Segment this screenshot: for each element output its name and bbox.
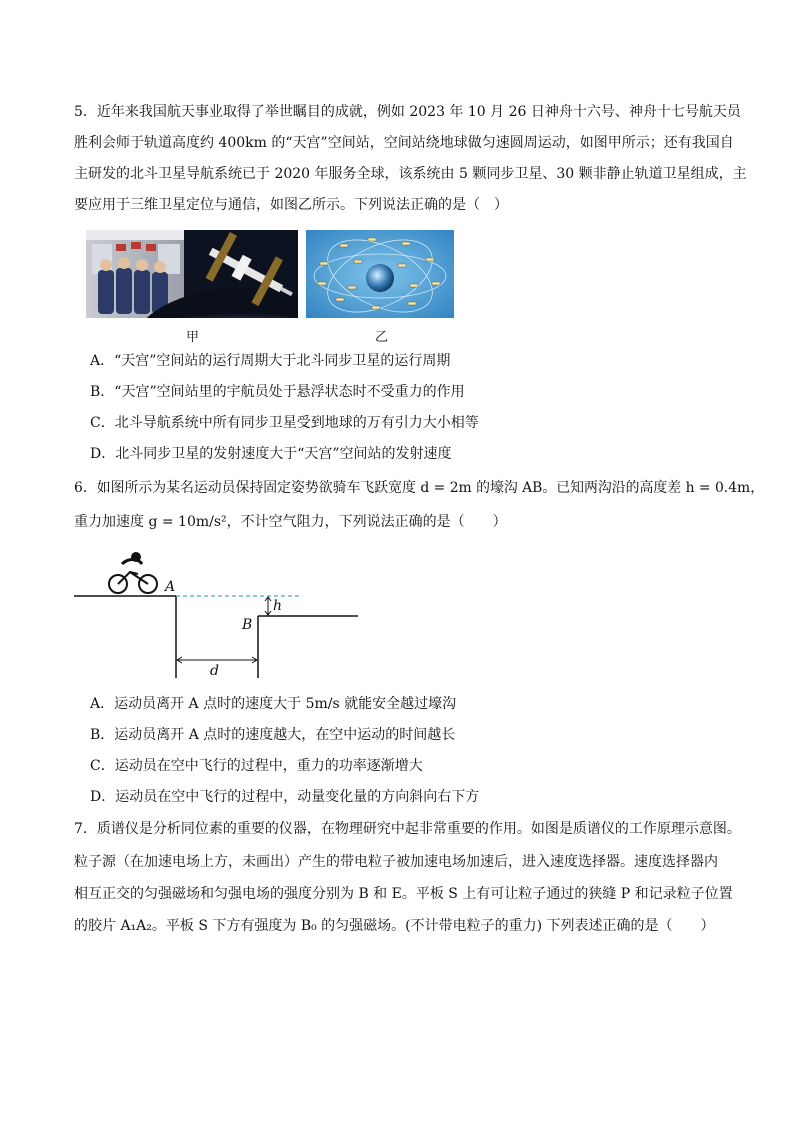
q6-option-a: A．运动员离开 A 点时的速度大于 5m/s 就能安全越过壕沟 xyxy=(90,696,457,712)
q5-option-a: A．“天宫”空间站的运行周期大于北斗同步卫星的运行周期 xyxy=(90,353,451,369)
q5-option-b: B．“天宫”空间站里的宇航员处于悬浮状态时不受重力的作用 xyxy=(90,384,465,400)
d-label: d xyxy=(210,663,219,679)
q5-line-1: 5．近年来我国航天事业取得了举世瞩目的成就，例如 2023 年 10 月 26 日神舟十六号、神舟十七号航天员 xyxy=(74,104,741,120)
q5-option-d: D．北斗同步卫星的发射速度大于“天宫”空间站的发射速度 xyxy=(90,446,452,462)
trench-diagram xyxy=(72,548,372,680)
point-a-label: A xyxy=(165,579,176,595)
h-label: h xyxy=(273,598,283,614)
q7-line-2: 粒子源（在加速电场上方，未画出）产生的带电粒子被加速电场加速后，进入速度选择器。速度选择器内 xyxy=(74,854,718,870)
q5-line-3: 主研发的北斗卫星导航系统已于 2020 年服务全球，该系统由 5 颗同步卫星、30 颗非静止轨道卫星组成，主 xyxy=(74,166,747,182)
figure-caption-yi: 乙 xyxy=(375,330,389,345)
q7-line-1: 7．质谱仪是分析同位素的重要的仪器，在物理研究中起非常重要的作用。如图是质谱仪的工作原理示意图。 xyxy=(74,821,741,837)
point-b-label: B xyxy=(242,617,253,633)
figure-caption-jia: 甲 xyxy=(186,330,200,345)
q5-line-4: 要应用于三维卫星定位与通信，如图乙所示。下列说法正确的是（ ） xyxy=(74,197,508,213)
q7-line-4: 的胶片 A₁A₂。平板 S 下方有强度为 B₀ 的匀强磁场。(不计带电粒子的重力) 下列表述正确的是（ ） xyxy=(74,918,715,934)
space-station-photo xyxy=(86,230,298,318)
q6-line-2: 重力加速度 g = 10m/s²，不计空气阻力，下列说法正确的是（ ） xyxy=(74,514,507,530)
q6-line-1: 6．如图所示为某名运动员保持固定姿势欲骑车飞跃宽度 d = 2m 的壕沟 AB。已知两沟沿的高度差 h = 0.4m， xyxy=(74,480,765,496)
q6-option-d: D．运动员在空中飞行的过程中，动量变化量的方向斜向右下方 xyxy=(90,789,480,805)
beidou-satellites-image xyxy=(306,230,454,318)
q6-option-c: C．运动员在空中飞行的过程中，重力的功率逐渐增大 xyxy=(90,758,423,774)
q7-line-3: 相互正交的匀强磁场和匀强电场的强度分别为 B 和 E。平板 S 上有可让粒子通过的狭缝 P 和记录粒子位置 xyxy=(74,886,733,902)
q6-option-b: B．运动员离开 A 点时的速度越大，在空中运动的时间越长 xyxy=(90,727,456,743)
cyclist-icon xyxy=(109,560,157,594)
q5-line-2: 胜利会师于轨道高度约 400km 的“天宫”空间站，空间站绕地球做匀速圆周运动，如图甲所示；还有我国自 xyxy=(74,135,734,151)
q5-option-c: C．北斗导航系统中所有同步卫星受到地球的万有引力大小相等 xyxy=(90,415,479,431)
